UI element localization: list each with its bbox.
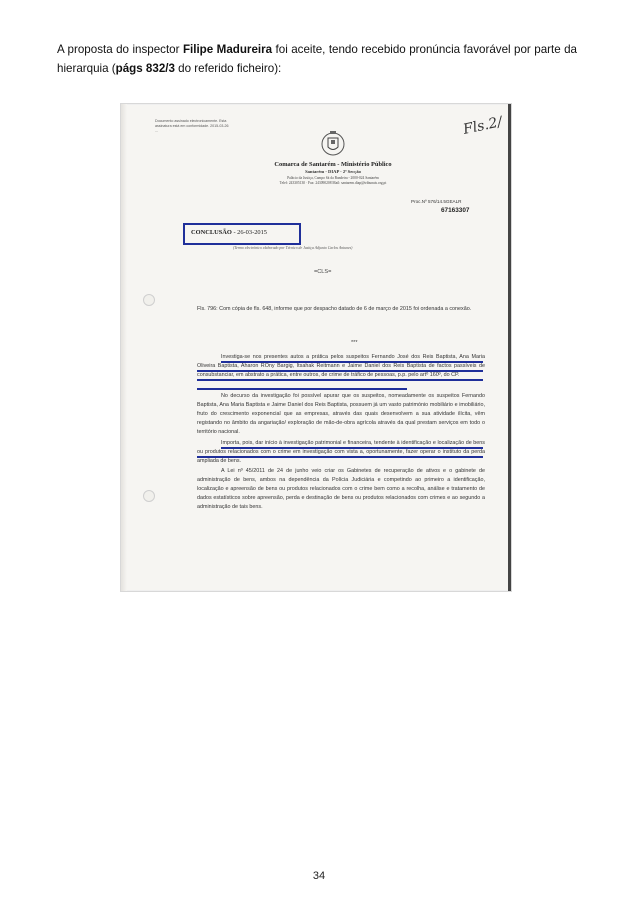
underline-4 (197, 388, 407, 390)
intro-text-1: A proposta do inspector (57, 43, 183, 56)
inspector-name: Filipe Madureira (182, 43, 273, 56)
org-title: Comarca de Santarém - Ministério Público (274, 161, 392, 168)
process-reference: Proc.Nº 576/14.5GEALR (411, 199, 462, 204)
separator-stars: *** (351, 340, 358, 346)
coat-of-arms-icon (320, 130, 346, 158)
address-line-1: Palácio da Justiça, Campo Sá da Bandeira - 2000-024 Santarém (287, 176, 379, 180)
conclusao-label: CONCLUSÃO (191, 229, 232, 236)
handwritten-folio: Fls.2/ (461, 114, 504, 138)
paragraph-1: Investiga-se nos presentes autos a prática pelos suspeitos Fernando José dos Reis Baptista, Ana Maria Oliveira Baptista, Aharon ROny Bargig, Itsahak Reitmann e Jaime Daniel dos Reis Baptista de factos passíveis de consubstanciar, em abstrato a prática, entre outros, de crime de tráfico de pessoas, p.p. pelo artº 160º, do CP. (197, 354, 485, 378)
intro-text-3: do referido ficheiro): (174, 62, 282, 75)
punch-hole (143, 490, 155, 502)
punch-hole (143, 294, 155, 306)
paragraph-3: Importa, pois, dar início à investigação patrimonial e financeira, tendente à identificação e localização de bens ou produtos relacionados com o crime em investigação com vista a, oportunamente, fazer operar o instituto da perda ampliada de bens. (197, 440, 485, 464)
scanned-document (120, 103, 512, 592)
process-number: 67163307 (441, 207, 470, 214)
underline-2 (197, 370, 483, 372)
underline-1 (221, 361, 483, 363)
cls-marker: =CLS= (314, 269, 332, 275)
org-address (241, 176, 425, 186)
electronic-signature-stamp: Documento assinado electronicamente. Esta assinatura está em conformidade. 2015-03-26 ... (155, 119, 229, 133)
scan-shadow (121, 104, 127, 591)
intro-text-2: foi aceite, tendo recebido pronúncia favorável por parte da hierarquia ( (57, 43, 578, 75)
paragraph-2: No decurso da investigação foi possível apurar que os suspeitos, nomeadamente os suspeitos Fernando Baptista, Ana Maria Baptista e Jaime Daniel dos Reis Baptista, possuem já um vasto património mobiliário e imobiliário, fruto do crescimento exponencial que as empresas, através das quais desenvolvem a sua atividade ilícita, vêm registando no âmbito da angariação/ exploração de mão-de-obra agrícola através da qual prestam serviços em todo o território nacional. (197, 393, 485, 435)
address-line-2: Telef: 243305130 · Fax: 243090208 Mail: santarem.diap@tribunais.org.pt (279, 181, 387, 185)
page-reference: págs 832/3 (115, 62, 175, 75)
page-number: 34 (312, 870, 326, 882)
org-subtitle: Santarém - DIAP - 2ª Secção (305, 169, 361, 174)
scan-edge (508, 104, 511, 591)
intro-paragraph (57, 40, 577, 78)
conclusao-date: - 26-03-2015 (231, 229, 267, 236)
fls-paragraph: Fls. 796: Com cópia de fls. 648, informe que por despacho datado de 6 de março de 2015 foi ordenada a conexão. (197, 306, 472, 312)
paragraph-4: A Lei nº 45/2011 de 24 de junho veio criar os Gabinetes de recuperação de ativos e o gabinete de administração de bens, ambos na dependência da Polícia Judiciária e competindo ao primeiro a identificação, localização e apreensão de bens ou produtos relacionados com o crime bem como a recolha, análise e tratamento de dados estatísticos sobre apreensão, perda e destinação de bens ou produtos relacionados com crimes e ao segundo a administração de tais bens. (197, 468, 485, 510)
underline-6 (197, 456, 483, 458)
underline-3 (197, 379, 483, 381)
underline-5 (221, 447, 483, 449)
termos-note: (Termo electrónico elaborado por Técnico de Justiça Adjunto Carlos Antunes) (233, 246, 353, 250)
conclusao-line (191, 229, 267, 236)
